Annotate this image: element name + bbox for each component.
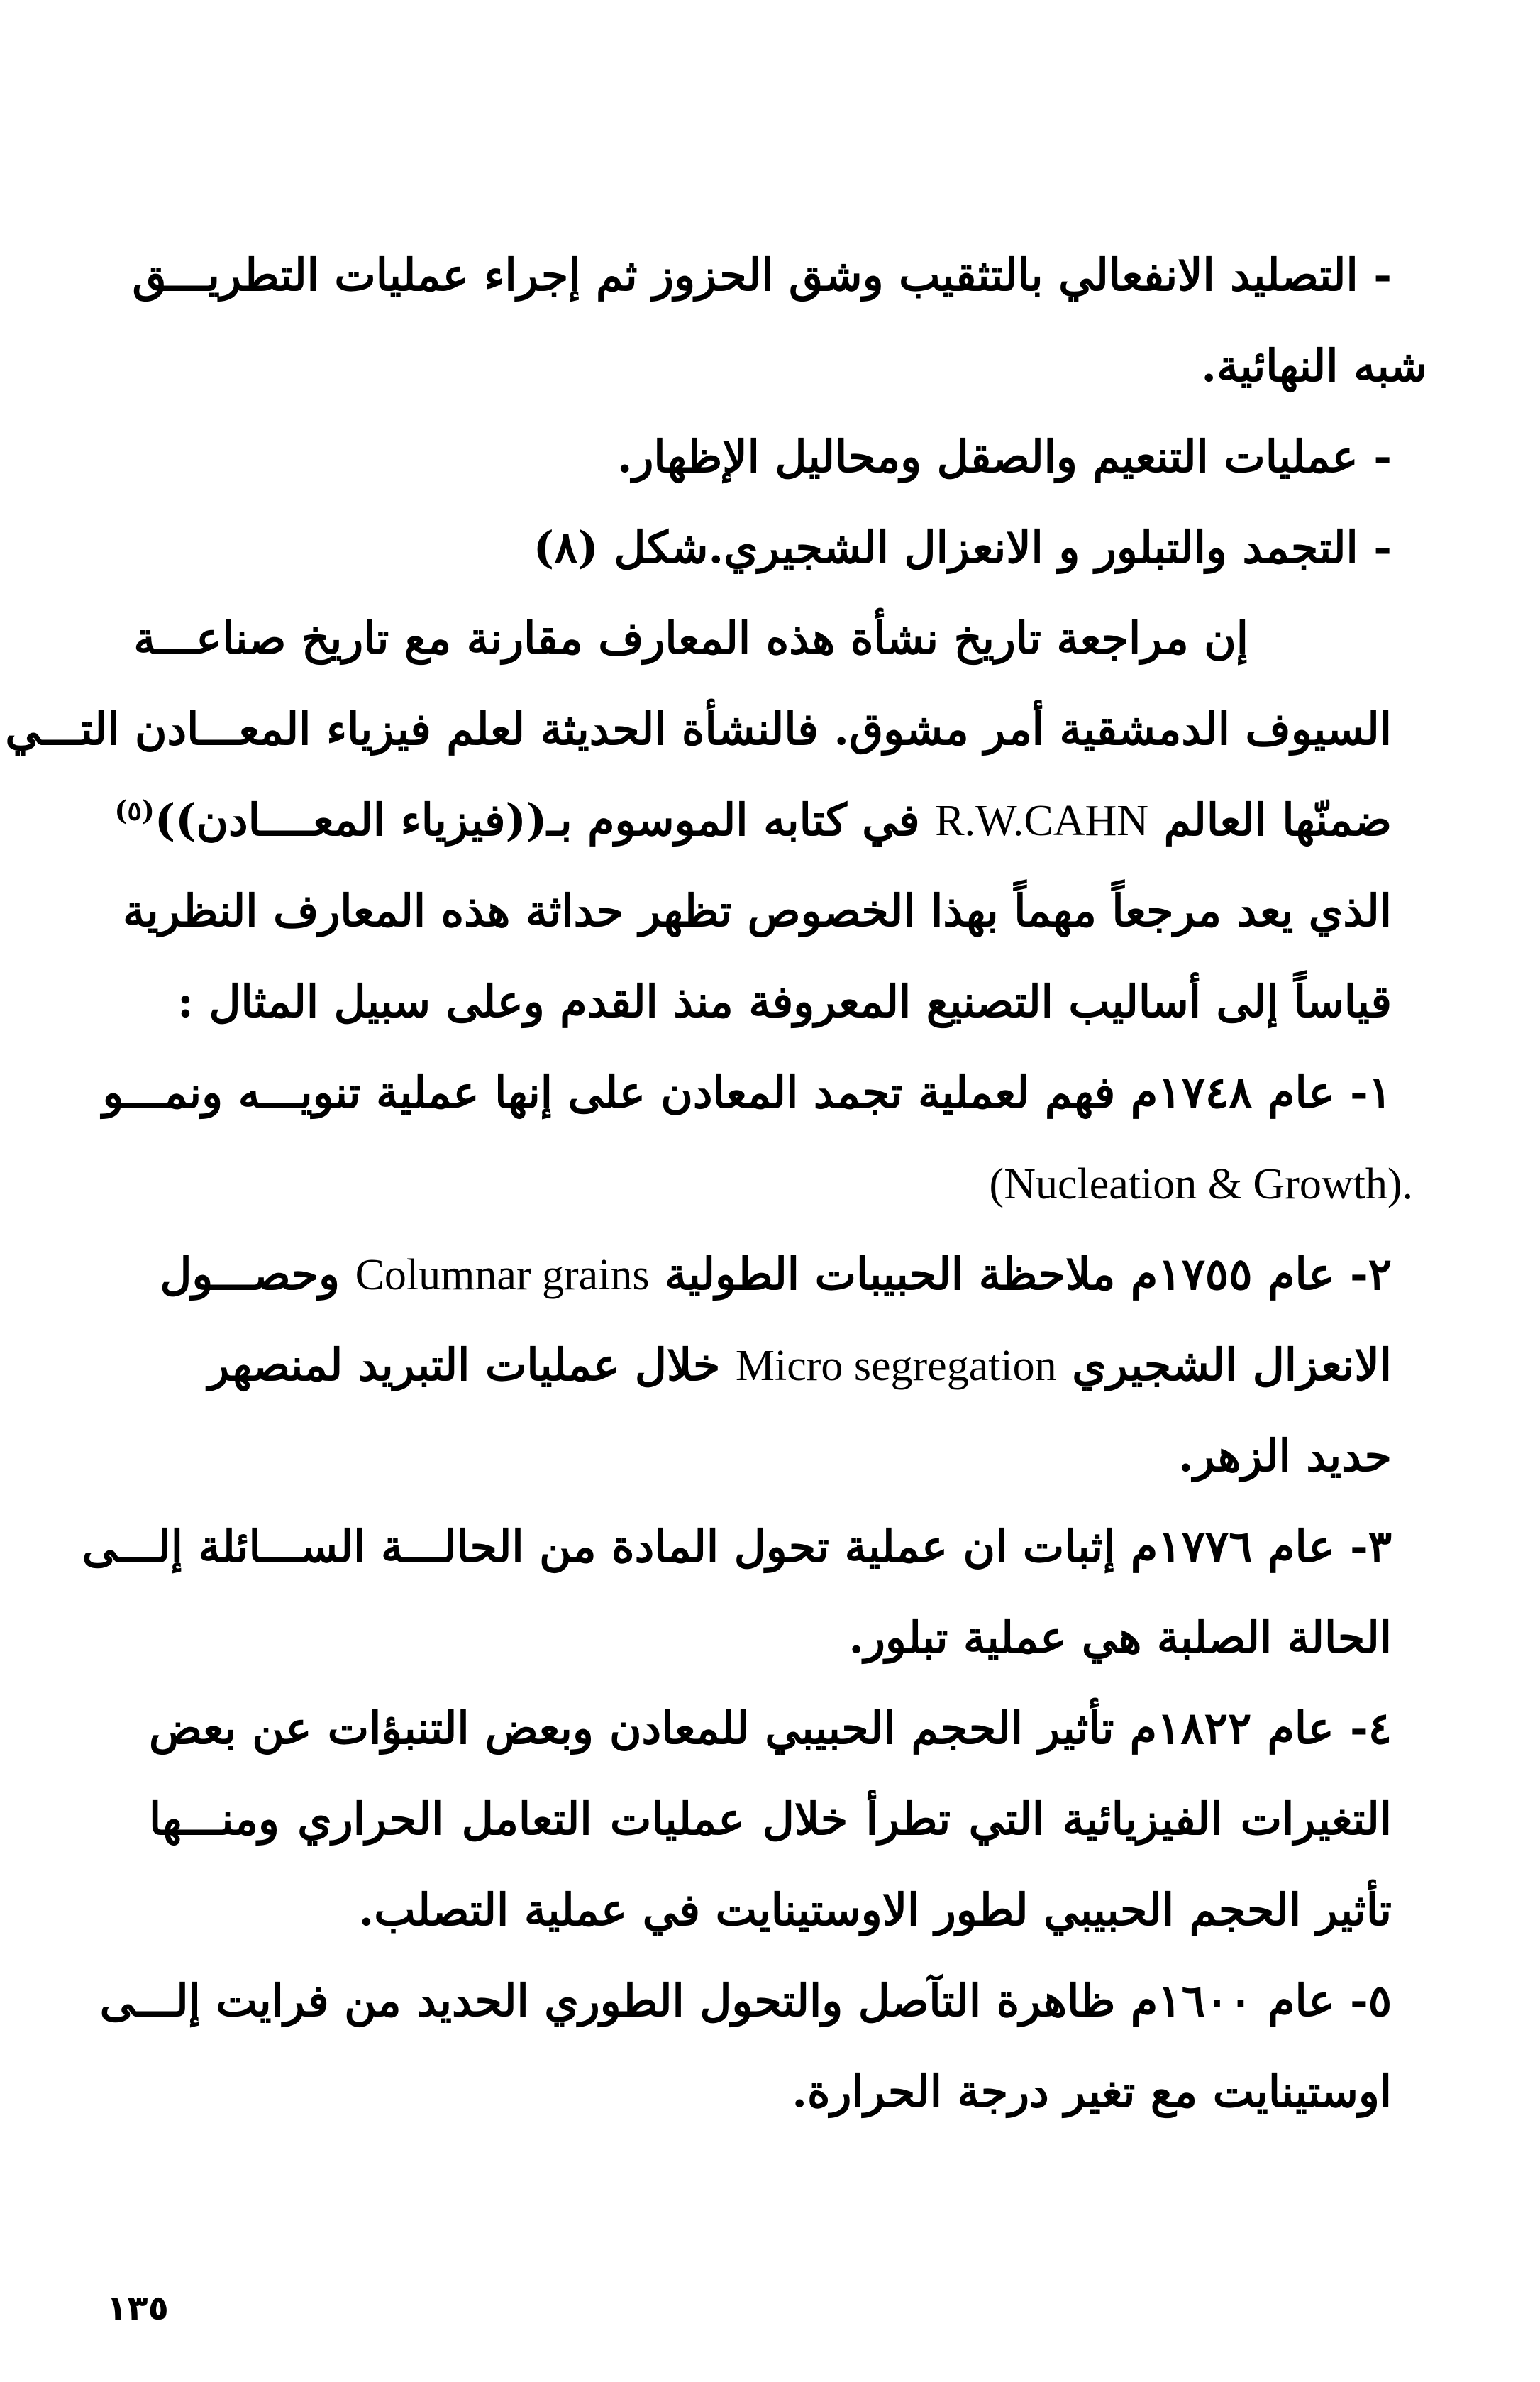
line-7-part-b: في كتابه الموسوم بـ((فيزياء المعــــادن)) bbox=[154, 794, 920, 846]
page-number: ١٣٥ bbox=[106, 2288, 169, 2328]
text-line-1: - التصليد الانفعالي بالتثقيب وشق الحزوز ثم إجراء عمليات التطريـــق bbox=[132, 249, 1392, 301]
columnar-grains-term: Columnar grains bbox=[355, 1251, 650, 1299]
list-item-2 bbox=[149, 1239, 1392, 1311]
nucleation-growth-term: (Nucleation & Growth). bbox=[989, 1160, 1413, 1208]
author-name: R.W.CAHN bbox=[935, 797, 1149, 845]
list-item-2-cont bbox=[149, 1330, 1392, 1401]
text-line-9: قياساً إلى أساليب التصنيع المعروفة منذ القدم وعلى سبيل المثال : bbox=[177, 976, 1392, 1027]
text-line-3: - عمليات التنعيم والصقل ومحاليل الإظهار. bbox=[616, 431, 1392, 483]
list-item-3: ٣- عام ١٧٧٦م إثبات ان عملية تحول المادة من الحالـــة الســـائلة إلـــى bbox=[82, 1521, 1392, 1572]
footnote-marker: (٥) bbox=[114, 794, 155, 827]
list-item-1: ١- عام ١٧٤٨م فهم لعملية تجمد المعادن على إنها عملية تنويـــه ونمـــو bbox=[102, 1066, 1392, 1118]
list-item-3-cont: الحالة الصلبة هي عملية تبلور. bbox=[848, 1611, 1392, 1663]
line-7-part-a: ضمنّها العالم bbox=[1163, 794, 1392, 846]
list-item-4-cont: التغيرات الفيزيائية التي تطرأ خلال عمليات التعامل الحراري ومنـــها bbox=[149, 1793, 1392, 1845]
list-item-2-part-b: وحصـــول bbox=[160, 1248, 340, 1300]
micro-segregation-term: Micro segregation bbox=[735, 1342, 1057, 1390]
text-line-8: الذي يعد مرجعاً مهماً بهذا الخصوص تظهر حداثة هذه المعارف النظرية bbox=[123, 885, 1392, 937]
list-item-4: ٤- عام ١٨٢٢م تأثير الحجم الحبيبي للمعادن وبعض التنبؤات عن بعض bbox=[149, 1702, 1392, 1754]
list-item-1-cont bbox=[170, 1148, 1413, 1220]
list-item-2-cont-part-a: الانعزال الشجيري bbox=[1072, 1339, 1392, 1391]
list-item-4-cont-2: تأثير الحجم الحبيبي لطور الاوستينايت في عملية التصلب. bbox=[358, 1884, 1392, 1936]
list-item-5: ٥- عام ١٦٠٠م ظاهرة التآصل والتحول الطوري الحديد من فرايت إلـــى bbox=[99, 1975, 1392, 2027]
list-item-2-cont-part-b: خلال عمليات التبريد لمنصهر bbox=[208, 1339, 721, 1391]
text-line-4: - التجمد والتبلور و الانعزال الشجيري.شكل (٨) bbox=[533, 522, 1392, 573]
text-line-5: إن مراجعة تاريخ نشأة هذه المعارف مقارنة مع تاريخ صناعـــة bbox=[133, 612, 1248, 664]
text-line-2: شبه النهائية. bbox=[1201, 340, 1427, 392]
list-item-2-cont-2: حديد الزهر. bbox=[1178, 1430, 1392, 1482]
list-item-2-part-a: ٢- عام ١٧٥٥م ملاحظة الحبيبات الطولية bbox=[665, 1248, 1392, 1300]
text-line-6: السيوف الدمشقية أمر مشوق. فالنشأة الحديثة لعلم فيزياء المعـــادن التـــي bbox=[5, 703, 1392, 755]
text-line-7 bbox=[114, 785, 1392, 856]
list-item-5-cont: اوستينايت مع تغير درجة الحرارة. bbox=[792, 2066, 1392, 2117]
